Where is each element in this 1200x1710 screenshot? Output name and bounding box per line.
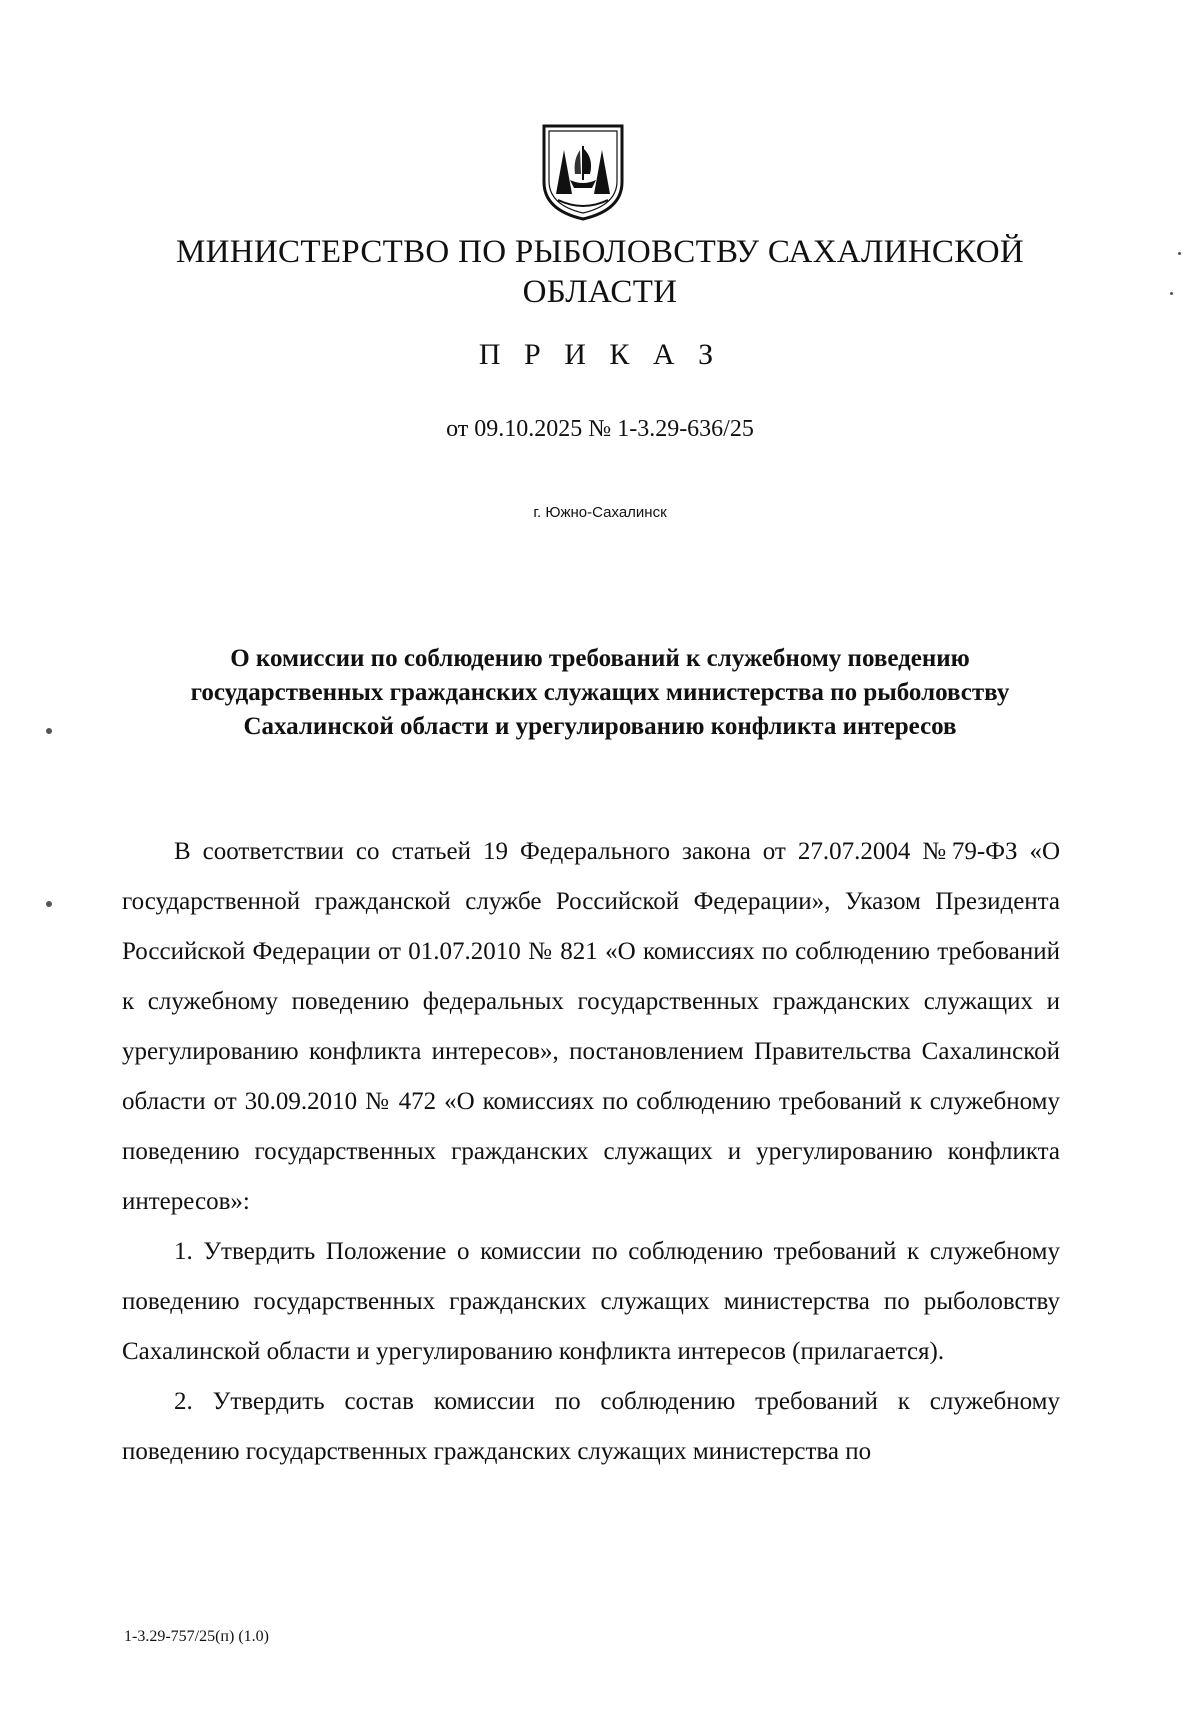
preamble-paragraph: В соответствии со статьей 19 Федерального закона от 27.07.2004 №79-ФЗ «О государственной гражданской службе Российской Федерации», Указом Президента Российской Федерации от 01.07.2010 № 821 «О комиссиях по соблюдению требований к служебному поведению федеральных государственных гражданских служащих и урегулированию конфликта интересов», постановлением Правительства Сахалинской области от 30.09.2010 № 472 «О комиссиях по соблюдению требований к служебному поведению государственных гражданских служащих и урегулированию конфликта интересов»: xyxy=(122,838,1060,1215)
order-subject xyxy=(120,642,1080,744)
item-1-paragraph: 1. Утвердить Положение о комиссии по соблюдению требований к служебному поведению государственных гражданских служащих министерства по рыболовству Сахалинской области и урегулированию конфликта интересов (прилагается). xyxy=(122,1238,1060,1365)
subject-line-2: государственных гражданских служащих министерства по рыболовству xyxy=(190,679,1010,706)
city-label: г. Южно-Сахалинск xyxy=(533,504,667,521)
coat-of-arms-icon xyxy=(540,122,626,222)
subject-line-1: О комиссии по соблюдению требований к служебному поведению xyxy=(230,645,970,672)
subject-line-3: Сахалинской области и урегулированию конфликта интересов xyxy=(243,713,957,740)
document-code: 1-3.29-757/25(п) (1.0) xyxy=(124,1628,269,1645)
scan-speck xyxy=(1178,252,1181,255)
order-body xyxy=(122,827,1060,1477)
ministry-title-line-1: МИНИСТЕРСТВО ПО РЫБОЛОВСТВУ САХАЛИНСКОЙ xyxy=(176,234,1024,270)
item-2-paragraph: 2. Утвердить состав комиссии по соблюдению требований к служебному поведению государственных гражданских служащих министерства по xyxy=(122,1388,1060,1465)
scan-speck xyxy=(46,901,52,907)
order-date-number: от 09.10.2025 № 1-3.29-636/25 xyxy=(446,416,754,442)
scan-speck xyxy=(1170,292,1173,295)
ministry-title xyxy=(120,232,1080,312)
ministry-title-line-2: ОБЛАСТИ xyxy=(522,274,678,310)
scan-speck xyxy=(46,728,52,734)
order-heading: П Р И К А З xyxy=(478,338,722,371)
